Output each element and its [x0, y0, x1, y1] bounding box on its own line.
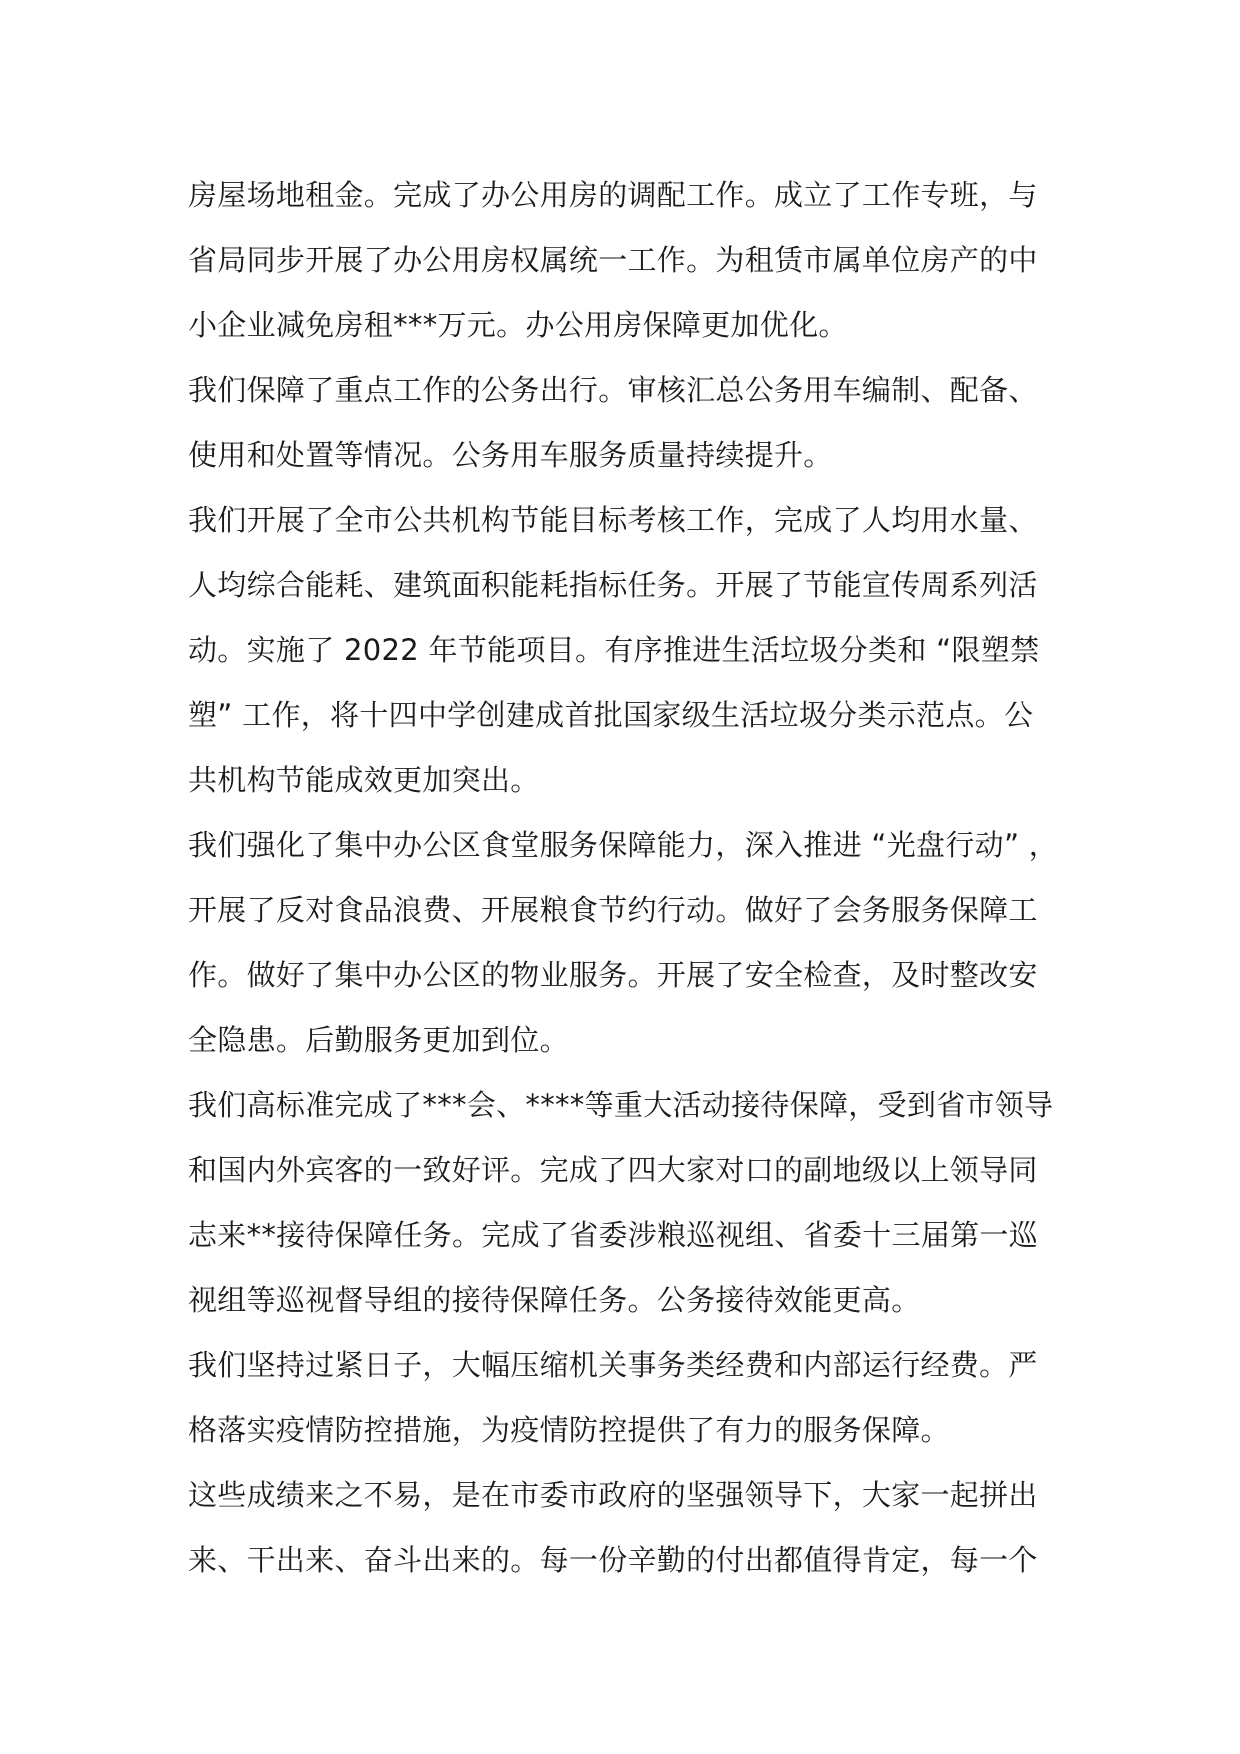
text-line: 我们坚持过紧日子，大幅压缩机关事务类经费和内部运行经费。严	[188, 1348, 1038, 1382]
text-line: 人均综合能耗、建筑面积能耗指标任务。开展了节能宣传周系列活	[188, 568, 1038, 602]
text-line: 房屋场地租金。完成了办公用房的调配工作。成立了工作专班，与	[188, 178, 1038, 212]
text-line: 开展了反对食品浪费、开展粮食节约行动。做好了会务服务保障工	[188, 893, 1038, 927]
text-line: 视组等巡视督导组的接待保障任务。公务接待效能更高。	[188, 1283, 921, 1317]
text-line: 省局同步开展了办公用房权属统一工作。为租赁市属单位房产的中	[188, 243, 1038, 277]
text-line: 共机构节能成效更加突出。	[188, 763, 540, 797]
text-line: 志来**接待保障任务。完成了省委涉粮巡视组、省委十三届第一巡	[188, 1218, 1039, 1252]
text-line: 这些成绩来之不易，是在市委市政府的坚强领导下，大家一起拼出	[188, 1478, 1038, 1512]
text-line: 和国内外宾客的一致好评。完成了四大家对口的副地级以上领导同	[188, 1153, 1038, 1187]
text-line: 塑” 工作，将十四中学创建成首批国家级生活垃圾分类示范点。公	[188, 698, 1034, 732]
text-line: 小企业减免房租***万元。办公用房保障更加优化。	[188, 308, 848, 342]
text-line: 我们开展了全市公共机构节能目标考核工作，完成了人均用水量、	[188, 503, 1038, 537]
text-line: 使用和处置等情况。公务用车服务质量持续提升。	[188, 438, 833, 472]
body-text	[188, 163, 1088, 1593]
text-line: 来、干出来、奋斗出来的。每一份辛勤的付出都值得肯定，每一个	[188, 1543, 1038, 1577]
text-line: 我们高标准完成了***会、****等重大活动接待保障，受到省市领导	[188, 1088, 1054, 1122]
text-line: 我们强化了集中办公区食堂服务保障能力，深入推进 “光盘行动” ，	[188, 828, 1059, 862]
text-line: 我们保障了重点工作的公务出行。审核汇总公务用车编制、配备、	[188, 373, 1038, 407]
text-line: 动。实施了 2022 年节能项目。有序推进生活垃圾分类和 “限塑禁	[188, 633, 1040, 667]
text-line: 格落实疫情防控措施，为疫情防控提供了有力的服务保障。	[188, 1413, 950, 1447]
text-line: 全隐患。后勤服务更加到位。	[188, 1023, 569, 1057]
text-line: 作。做好了集中办公区的物业服务。开展了安全检查，及时整改安	[188, 958, 1038, 992]
